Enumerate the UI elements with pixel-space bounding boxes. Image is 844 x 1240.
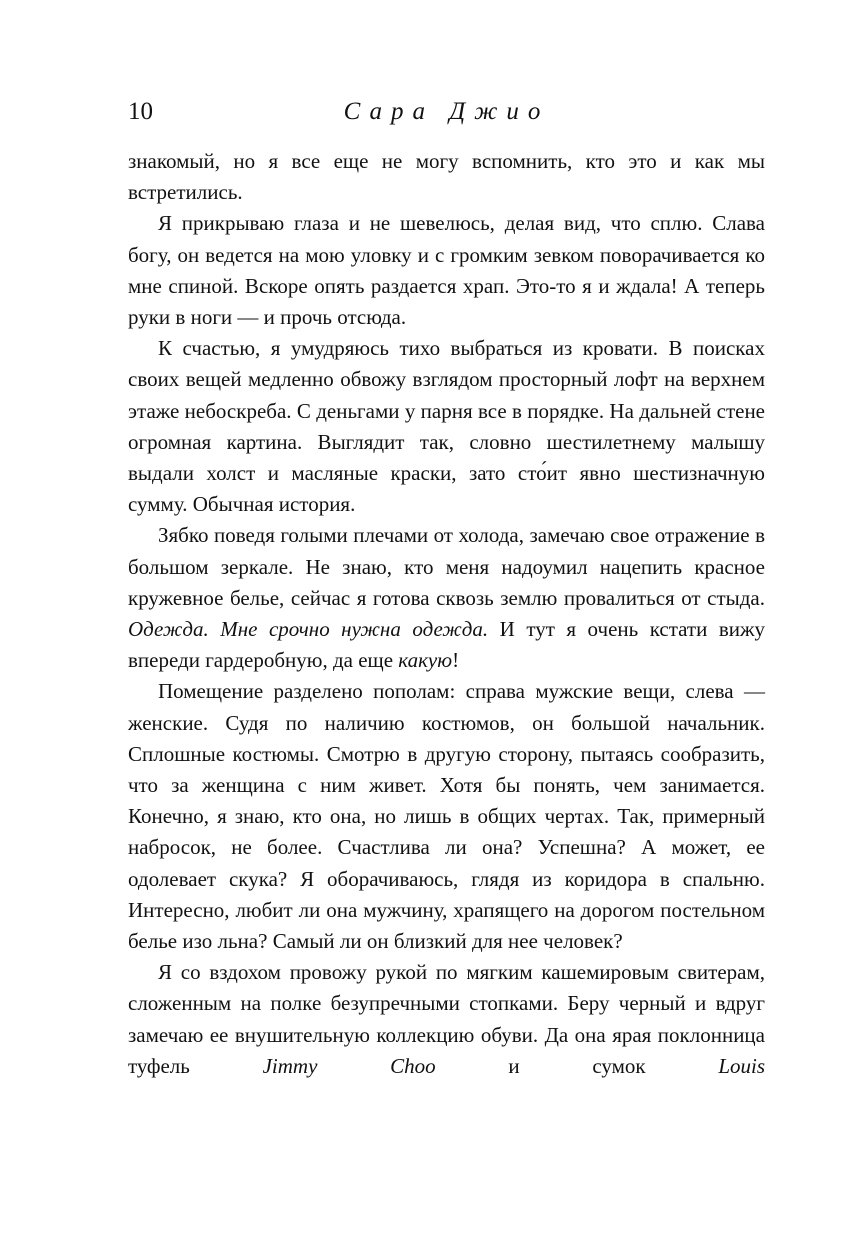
running-head	[128, 92, 765, 132]
page-number: 10	[128, 98, 153, 125]
paragraph-text: знакомый, но я все еще не могу вспомнить, кто это и как мы встретились.	[128, 149, 765, 205]
paragraph	[128, 146, 765, 208]
book-author: Сара Джио	[343, 98, 550, 125]
paragraph-text: и сумок	[435, 1053, 719, 1078]
paragraph	[128, 676, 765, 957]
paragraph	[128, 957, 765, 1082]
brand-name: Louis	[718, 1053, 765, 1078]
brand-name: Jimmy Choo	[262, 1053, 436, 1078]
paragraph-text: Я прикрываю глаза и не шевелюсь, делая вид, что сплю. Слава богу, он ведется на мою уловку и с громким зевком поворачивается ко мне спиной. Вскоре опять раздается храп. Это-то я и ждала! А теперь руки в ноги — и прочь отсюда.	[128, 211, 765, 330]
paragraph	[128, 520, 765, 676]
paragraph-text: !	[452, 648, 460, 673]
italic-emphasis: какую	[398, 648, 453, 673]
paragraph	[128, 208, 765, 333]
paragraph-text: Помещение разделено пополам: справа мужские вещи, слева — женские. Судя по наличию костюмов, он большой начальник. Сплошные костюмы. Смотрю в другую сторону, пытаясь сообразить, что за женщина с ним живет. Хотя бы понять, чем занимается. Конечно, я знаю, кто она, но лишь в общих чертах. Так, примерный набросок, не более. Счастлива ли она? Успешна? А может, ее одолевает скука? Я оборачиваюсь, глядя из коридора в спальню. Интересно, любит ли она мужчину, храпящего на дорогом постельном белье изо льна? Самый ли он близкий для нее человек?	[128, 679, 765, 954]
body-text	[128, 146, 765, 1082]
italic-thought: Одежда. Мне срочно нужна одежда.	[128, 617, 489, 642]
paragraph-text: Зябко поведя голыми плечами от холода, замечаю свое отражение в большом зеркале. Не знаю, кто меня надоумил нацепить красное кружевное белье, сейчас я готова сквозь землю провалиться от стыда.	[128, 523, 765, 610]
paragraph-text: К счастью, я умудряюсь тихо выбраться из кровати. В поисках своих вещей медленно обвожу взглядом просторный лофт на верхнем этаже небоскреба. С деньгами у парня все в порядке. На дальней стене огромная картина. Выглядит так, словно шестилетнему малышу выдали холст и масляные краски, зато сто́ит явно шестизначную сумму. Обычная история.	[128, 336, 765, 517]
paragraph	[128, 333, 765, 520]
paragraph-text: И тут я очень кстати вижу впереди гардеробную, да еще	[128, 617, 765, 673]
paragraph-text: Я со вздохом провожу рукой по мягким кашемировым свитерам, сложенным на полке безупречными стопками. Беру черный и вдруг замечаю ее внушительную коллекцию обуви. Да она ярая поклонница туфель	[128, 960, 765, 1078]
